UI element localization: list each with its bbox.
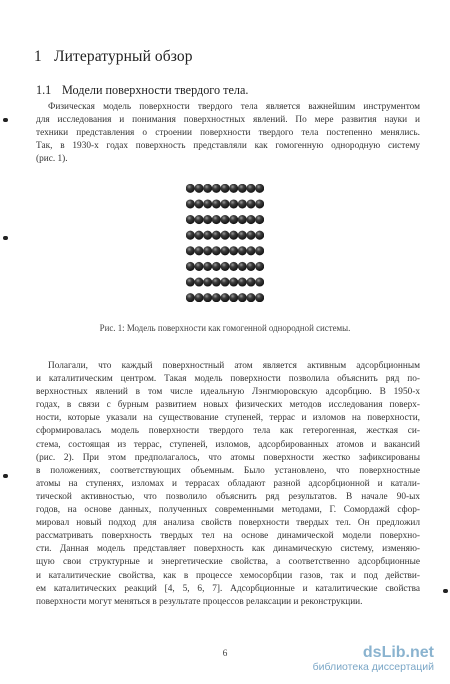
subsection-heading [36, 83, 248, 98]
lattice-atom [220, 199, 229, 208]
lattice-atom [238, 184, 247, 193]
paragraph-2-line: (рис. 2). При этом предполагалось, что атомы поверхности жестко зафиксированы [36, 452, 420, 463]
lattice-atom [238, 278, 247, 287]
lattice-atom [246, 246, 255, 255]
lattice-atom [229, 231, 238, 240]
lattice-atom [186, 278, 195, 287]
lattice-atom [186, 231, 195, 240]
lattice-atom [255, 231, 264, 240]
lattice-atom [255, 215, 264, 224]
lattice-atom [238, 215, 247, 224]
lattice-atom [238, 199, 247, 208]
paragraph-2-line: годов, на основе данных, полученных современными методами, Г. Сомордажй сфор- [36, 505, 420, 516]
lattice-atom [229, 262, 238, 271]
paragraph-2-line: и каталитические свойства, как в процессе хемосорбции газов, так и под действи- [36, 570, 420, 581]
lattice-atom [186, 184, 195, 193]
lattice-atom [229, 184, 238, 193]
section-number: 1 [34, 48, 42, 65]
lattice-atom [212, 231, 221, 240]
lattice-atom [255, 293, 264, 302]
lattice-atom [229, 215, 238, 224]
scan-speck [3, 474, 8, 478]
paragraph-2-line: мировал новый подход для анализа свойств поверхности твердых тел. Он предложил [36, 518, 420, 529]
paragraph-2-line: сформировалась модель поверхности твердого тела как гетерогенная, жесткая си- [36, 426, 420, 437]
paragraph-2 [36, 360, 420, 609]
lattice-atom [212, 262, 221, 271]
lattice-atom [203, 215, 212, 224]
section-title: Литературный обзор [54, 48, 193, 65]
lattice-atom [238, 246, 247, 255]
lattice-atom [194, 215, 203, 224]
lattice-atom [203, 231, 212, 240]
lattice-atom [194, 278, 203, 287]
lattice-atom [212, 184, 221, 193]
lattice-atom [255, 246, 264, 255]
lattice-atom [238, 293, 247, 302]
lattice-atom [220, 262, 229, 271]
lattice-atom [203, 184, 212, 193]
subsection-number: 1.1 [36, 83, 52, 97]
page-number: 6 [222, 649, 228, 659]
lattice-atom [194, 262, 203, 271]
paragraph-1-line: Так, в 1930-х годах поверхность представляли как гомогенную однородную систему [36, 141, 420, 152]
lattice-atom [203, 199, 212, 208]
paragraph-2-line: стема, состоящая из террас, ступеней, изломов, адсорбированных атомов и вакансий [36, 439, 420, 450]
lattice-atom [220, 184, 229, 193]
lattice-atom [194, 293, 203, 302]
lattice-atom [220, 293, 229, 302]
watermark-subtitle: библиотека диссертаций [312, 661, 434, 673]
scan-speck [443, 589, 448, 593]
lattice-atom [203, 262, 212, 271]
lattice-atom [229, 199, 238, 208]
paragraph-2-line: атомы на ступенях, изломах и террасах обладают разной адсорбционной и катали- [36, 478, 420, 489]
lattice-atom [203, 246, 212, 255]
paragraph-2-line: и каталитическим центром. Такая модель поверхности позволила объяснить ряд по- [36, 374, 420, 385]
lattice-atom [212, 293, 221, 302]
paragraph-1-line: (рис. 1). [36, 154, 68, 165]
lattice-atom [203, 278, 212, 287]
lattice-atom [186, 293, 195, 302]
paragraph-2-line: ем каталитических реакций [4, 5, 6, 7]. Адсорбционные и каталитические свойства [36, 583, 420, 594]
lattice-atom [229, 293, 238, 302]
paragraph-1 [36, 101, 420, 166]
lattice-atom [255, 262, 264, 271]
lattice-atom [255, 184, 264, 193]
lattice-atom [194, 184, 203, 193]
paragraph-1-line: Физическая модель поверхности твердого тела является важнейшим инструментом [48, 102, 420, 112]
lattice-atom [246, 215, 255, 224]
paragraph-2-line: ности, которые указали на существование ступеней, террас и изломов на поверхности, [36, 413, 420, 424]
lattice-atom [186, 199, 195, 208]
lattice-atom [255, 278, 264, 287]
section-heading [34, 48, 193, 66]
lattice-atom [246, 262, 255, 271]
paragraph-1-line: для исследования и понимания поверхностных явлений. По мере развития науки и [36, 115, 420, 126]
lattice-atom [220, 231, 229, 240]
paragraph-2-line: верхностных явлений в том числе идеальную Лэнгмюровскую адсорбцию. В 1950-х [36, 387, 420, 398]
paragraph-2-line: рассматривать поверхность твердых тел на основе динамической модели поверхно- [36, 531, 420, 542]
lattice-atom [194, 199, 203, 208]
lattice-atom [194, 231, 203, 240]
lattice-atom [203, 293, 212, 302]
lattice-atom [220, 246, 229, 255]
lattice-atom [246, 184, 255, 193]
lattice-atom [229, 278, 238, 287]
surface-model-figure [186, 184, 264, 302]
lattice-atom [186, 246, 195, 255]
paragraph-2-line: поверхности могут меняться в результате процессов релаксации и реконструкции. [36, 596, 363, 607]
paragraph-1-line: техники представления о строении поверхности твердого тела постепенно менялись. [36, 128, 420, 139]
lattice-atom [186, 262, 195, 271]
lattice-atom [229, 246, 238, 255]
lattice-atom [246, 278, 255, 287]
figure-caption: Рис. 1: Модель поверхности как гомогенной однородной системы. [99, 323, 351, 333]
paragraph-2-line: сти. Данная модель представляет поверхность как динамическую систему, изменяю- [36, 544, 420, 555]
lattice-atom [220, 215, 229, 224]
lattice-atom [220, 278, 229, 287]
scan-speck [3, 118, 8, 122]
lattice-atom [212, 199, 221, 208]
paragraph-2-line: щую свои структурные и энергетические свойства, а соответственно адсорбционные [36, 557, 420, 568]
scan-speck [3, 236, 8, 240]
lattice-atom [255, 199, 264, 208]
lattice-atom [246, 199, 255, 208]
paragraph-2-line: в положениях, соответствующих объемным. Было установлено, что поверхностные [36, 465, 420, 476]
lattice-atom [238, 262, 247, 271]
lattice-atom [238, 231, 247, 240]
lattice-atom [212, 246, 221, 255]
subsection-title: Модели поверхности твердого тела. [62, 83, 249, 97]
paragraph-2-line: тической активностью, что позволило объяснить ряд результатов. В начале 90-ых [36, 491, 420, 502]
lattice-atom [212, 215, 221, 224]
lattice-atom [212, 278, 221, 287]
lattice-atom [246, 231, 255, 240]
watermark-logo: dsLib.net [362, 644, 434, 661]
paragraph-2-line: годах, в связи с бурным развитием новых физических методов исследования поверх- [36, 400, 420, 411]
lattice-atom [246, 293, 255, 302]
lattice-atom [194, 246, 203, 255]
paragraph-2-line: Полагали, что каждый поверхностный атом является активным адсорбционным [48, 361, 420, 371]
watermark [313, 645, 434, 674]
lattice-atom [186, 215, 195, 224]
